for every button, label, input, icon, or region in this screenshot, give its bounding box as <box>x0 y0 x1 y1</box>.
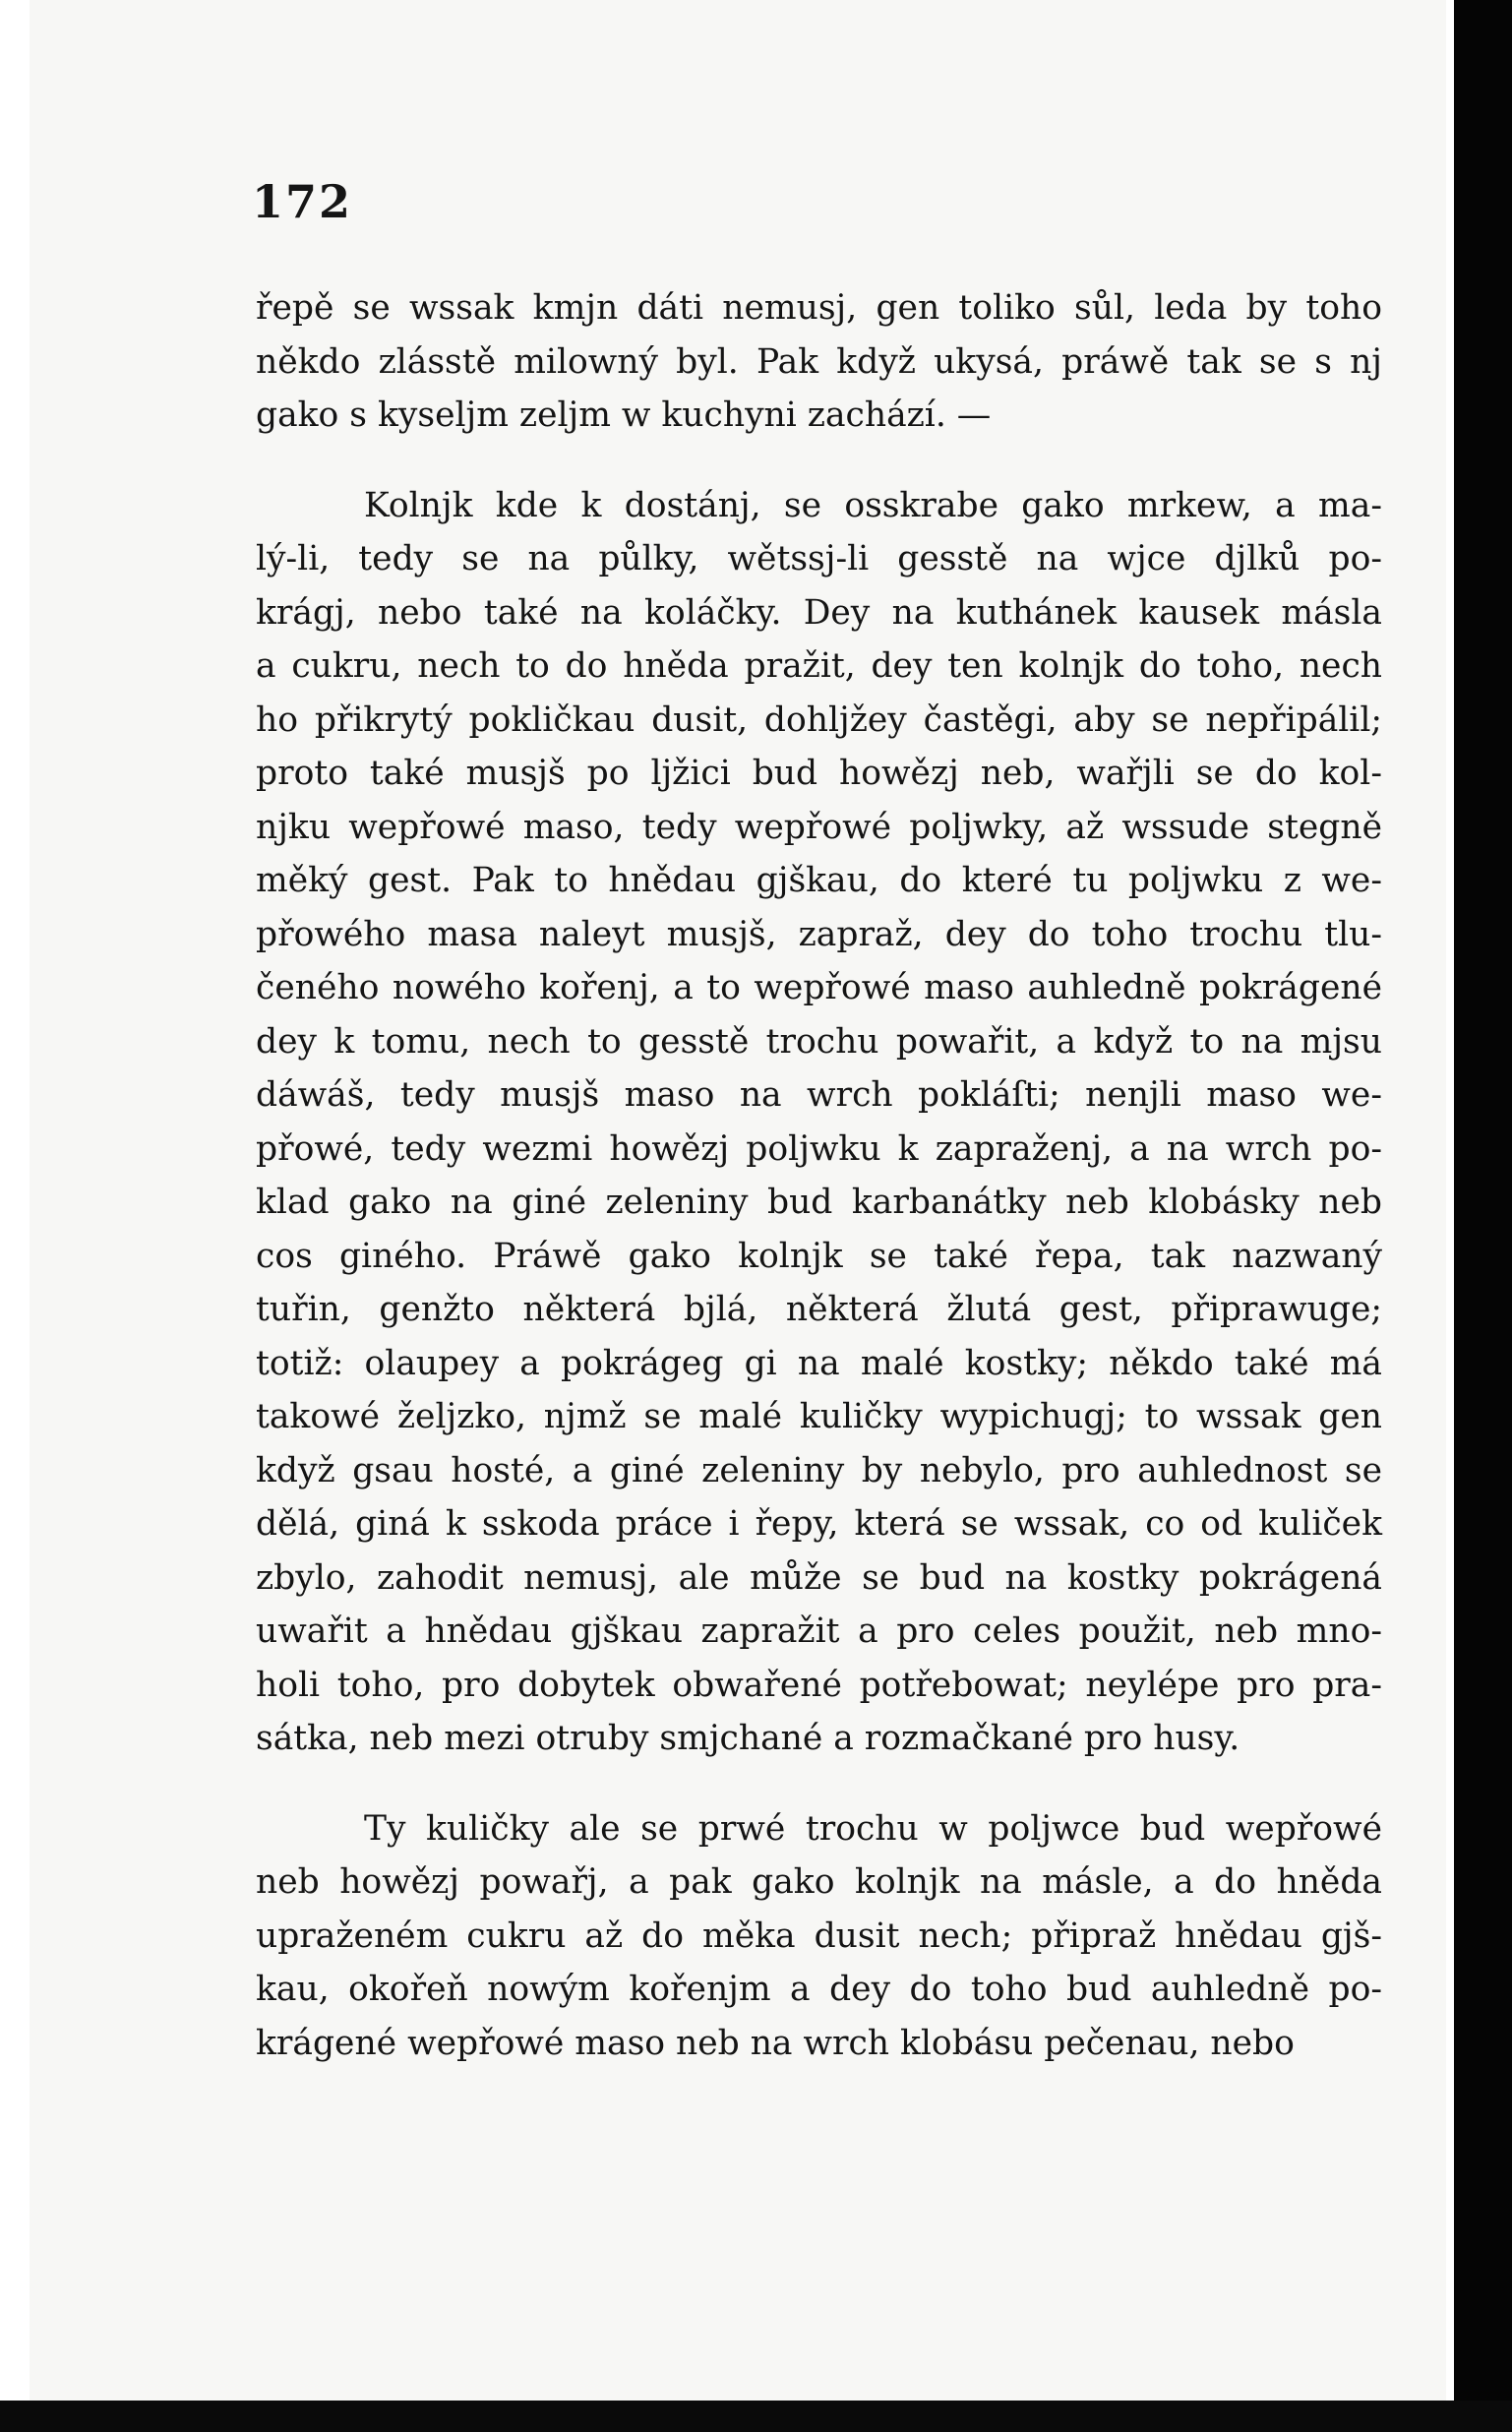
text-line: krágené wepřowé maso neb na wrch klobásu pečenau, nebo <box>256 2023 1295 2063</box>
text-line: cos giného. Práwě gako kolnjk se také řepa, tak nazwaný <box>256 1236 1382 1276</box>
text-line: sátka, neb mezi otruby smjchané a rozmačkané pro husy. <box>256 1719 1240 1758</box>
text-line: neb howězj powařj, a pak gako kolnjk na másle, a do hněda <box>256 1862 1382 1902</box>
text-line: přowé, tedy wezmi howězj poljwku k zapraženj, a na wrch po- <box>256 1128 1382 1169</box>
text-line: dáwáš, tedy musjš maso na wrch pokláſti; nenjli maso we- <box>256 1075 1382 1115</box>
text-line: zbylo, zahodit nemusj, ale může se bud na kostky pokrágená <box>256 1557 1382 1598</box>
scan-edge-bottom <box>0 2401 1512 2432</box>
text-line: a cukru, nech to do hněda pražit, dey ten kolnjk do toho, nech <box>256 646 1382 686</box>
text-line: njku wepřowé maso, tedy wepřowé poljwky, až wssude stegně <box>256 807 1382 847</box>
paragraph-2 <box>256 479 1382 1766</box>
text-line: tuřin, genžto některá bjlá, některá žlutá gest, připrawuge; <box>256 1290 1382 1329</box>
scan-edge-right <box>1454 0 1512 2432</box>
text-line: holi toho, pro dobytek obwařené potřebowat; neylépe pro pra- <box>256 1665 1382 1705</box>
text-line: dey k tomu, nech to gesstě trochu powařit, a když to na mjsu <box>256 1021 1382 1062</box>
text-line: uwařit a hnědau gjškau zapražit a pro celes použit, neb mno- <box>256 1611 1382 1651</box>
text-line: dělá, giná k sskoda práce i řepy, která se wssak, co od kuliček <box>256 1504 1382 1544</box>
paragraph-1 <box>256 281 1382 443</box>
text-line: čeného nowého kořenj, a to wepřowé maso auhledně pokrágené <box>256 968 1382 1007</box>
text-line: Ty kuličky ale se prwé trochu w poljwce bud wepřowé <box>364 1808 1382 1849</box>
text-line: proto také musjš po ljžici bud howězj neb, wařjli se do kol- <box>256 754 1382 793</box>
paragraph-3 <box>256 1802 1382 2071</box>
text-line: takowé željzko, njmž se malé kuličky wypichugj; to wssak gen <box>256 1397 1382 1436</box>
text-line: někdo zlásstě milowný byl. Pak když ukysá, práwě tak se s nj <box>256 341 1382 382</box>
text-line: gako s kyseljm zeljm w kuchyni zachází. — <box>256 395 992 435</box>
text-line: když gsau hosté, a giné zeleniny by nebylo, pro auhlednost se <box>256 1450 1382 1490</box>
text-line: krágj, nebo také na koláčky. Dey na kuthánek kausek másla <box>256 592 1382 633</box>
text-line: kau, okořeň nowým kořenjm a dey do toho bud auhledně po- <box>256 1970 1382 2009</box>
text-line: lý-li, tedy se na půlky, wětssj-li gesstě na wjce djlků po- <box>256 539 1382 578</box>
text-line: Kolnjk kde k dostánj, se osskrabe gako mrkew, a ma- <box>364 485 1382 525</box>
text-line: přowého masa naleyt musjš, zapraž, dey do toho trochu tlu- <box>256 914 1382 954</box>
text-line: řepě se wssak kmjn dáti nemusj, gen toliko sůl, leda by toho <box>256 288 1382 328</box>
page-number: 172 <box>252 175 353 228</box>
book-page <box>30 0 1446 2401</box>
text-line: měký gest. Pak to hnědau gjškau, do které tu poljwku z we- <box>256 861 1382 900</box>
text-line: upraženém cukru až do měka dusit nech; připraž hnědau gjš- <box>256 1915 1382 1956</box>
text-line: klad gako na giné zeleniny bud karbanátky neb klobásky neb <box>256 1183 1382 1222</box>
body-text <box>256 281 1382 2070</box>
text-line: totiž: olaupey a pokrágeg gi na malé kostky; někdo také má <box>256 1343 1382 1383</box>
text-line: ho přikrytý pokličkau dusit, dohljžey častěgi, aby se nepřipálil; <box>256 699 1382 740</box>
